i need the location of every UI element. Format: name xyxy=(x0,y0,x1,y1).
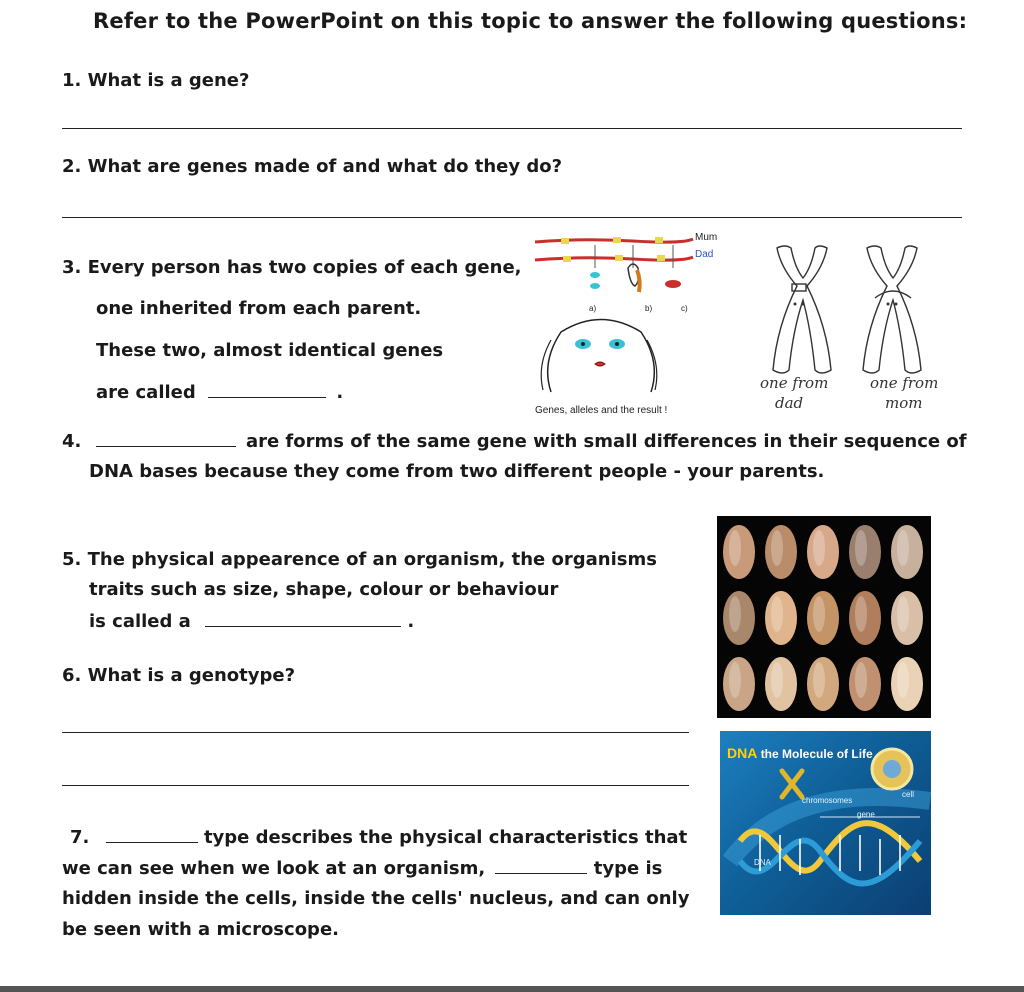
question-7-text-2a: we can see when we look at an organism, xyxy=(62,858,486,879)
question-3-suffix: . xyxy=(336,382,344,403)
question-3-line-3: These two, almost identical genes xyxy=(96,340,444,361)
answer-blank-5[interactable] xyxy=(205,610,401,627)
shell xyxy=(849,657,881,711)
shells-photo-image xyxy=(717,516,931,718)
question-7-number: 7. xyxy=(70,827,90,848)
question-3-line-4 xyxy=(96,381,343,404)
dna-title-accent: DNA xyxy=(727,745,758,761)
question-1: 1. What is a gene? xyxy=(62,70,250,91)
shell xyxy=(849,525,881,579)
chromosome-left-label-1: one from xyxy=(760,374,829,392)
genes-figure-caption: Genes, alleles and the result ! xyxy=(535,405,668,416)
question-5-prefix: is called a xyxy=(89,611,191,632)
page-bottom-border xyxy=(0,986,1024,992)
shell xyxy=(723,525,755,579)
dna-title-rest: the Molecule of Life xyxy=(760,747,873,761)
question-4-text: are forms of the same gene with small differences in their sequence of xyxy=(245,431,967,452)
answer-line-2[interactable] xyxy=(62,217,962,218)
question-5-line-1: 5. The physical appearence of an organism, the organisms xyxy=(62,549,657,570)
allele-label-b: b) xyxy=(645,304,653,313)
question-6: 6. What is a genotype? xyxy=(62,665,296,686)
chromosome-drawing xyxy=(755,240,940,380)
question-5-line-3 xyxy=(89,610,414,633)
question-7-text-2b: type is xyxy=(593,858,663,879)
chromosome-right-label-1: one from xyxy=(870,374,939,392)
shell xyxy=(807,657,839,711)
dna-label-gene: gene xyxy=(857,810,875,819)
shell xyxy=(891,657,923,711)
question-7-line-2 xyxy=(62,857,662,880)
shell xyxy=(807,591,839,645)
answer-blank-4[interactable] xyxy=(96,430,236,447)
shell xyxy=(891,525,923,579)
genes-alleles-figure xyxy=(533,230,733,420)
dna-label-dna: DNA xyxy=(754,858,771,867)
shells-photo xyxy=(717,516,931,718)
dad-label: Dad xyxy=(695,249,714,260)
question-3-line-1: 3. Every person has two copies of each gene, xyxy=(62,257,522,278)
answer-blank-7b[interactable] xyxy=(495,857,587,874)
chromosome-figure xyxy=(755,240,940,420)
mum-label: Mum xyxy=(695,232,718,243)
question-7-line-3: hidden inside the cells, inside the cells' nucleus, and can only xyxy=(62,888,690,909)
question-4-line-2: DNA bases because they come from two different people - your parents. xyxy=(89,461,825,482)
answer-line-6a[interactable] xyxy=(62,732,689,733)
question-4-number: 4. xyxy=(62,431,82,452)
question-2: 2. What are genes made of and what do they do? xyxy=(62,156,563,177)
shell xyxy=(849,591,881,645)
shell xyxy=(765,525,797,579)
answer-line-1[interactable] xyxy=(62,128,962,129)
question-5-suffix: . xyxy=(407,611,415,632)
shell xyxy=(723,657,755,711)
question-7-text-1: type describes the physical characteristics that xyxy=(203,827,688,848)
question-7-line-4: be seen with a microscope. xyxy=(62,919,339,940)
shell xyxy=(807,525,839,579)
answer-blank-3[interactable] xyxy=(208,381,326,398)
question-5-line-2: traits such as size, shape, colour or behaviour xyxy=(89,579,559,600)
question-7-line-1 xyxy=(70,826,687,849)
answer-blank-7a[interactable] xyxy=(106,826,198,843)
allele-label-c: c) xyxy=(681,304,688,313)
shell xyxy=(891,591,923,645)
allele-label-a: a) xyxy=(589,304,597,313)
worksheet-title: Refer to the PowerPoint on this topic to answer the following questions: xyxy=(93,9,968,33)
dna-poster-title xyxy=(727,745,873,761)
dna-label-cell: cell xyxy=(902,790,915,799)
question-3-prefix: are called xyxy=(96,382,196,403)
dna-poster xyxy=(720,731,931,915)
shell xyxy=(765,657,797,711)
chromosome-left-label-2: dad xyxy=(775,394,804,412)
question-3-line-2: one inherited from each parent. xyxy=(96,298,422,319)
shell xyxy=(765,591,797,645)
answer-line-6b[interactable] xyxy=(62,785,689,786)
chromosome-right-label-2: mom xyxy=(885,394,923,412)
dna-label-chromosomes: chromosomes xyxy=(802,796,853,805)
shell xyxy=(723,591,755,645)
question-4-line-1 xyxy=(62,430,967,453)
